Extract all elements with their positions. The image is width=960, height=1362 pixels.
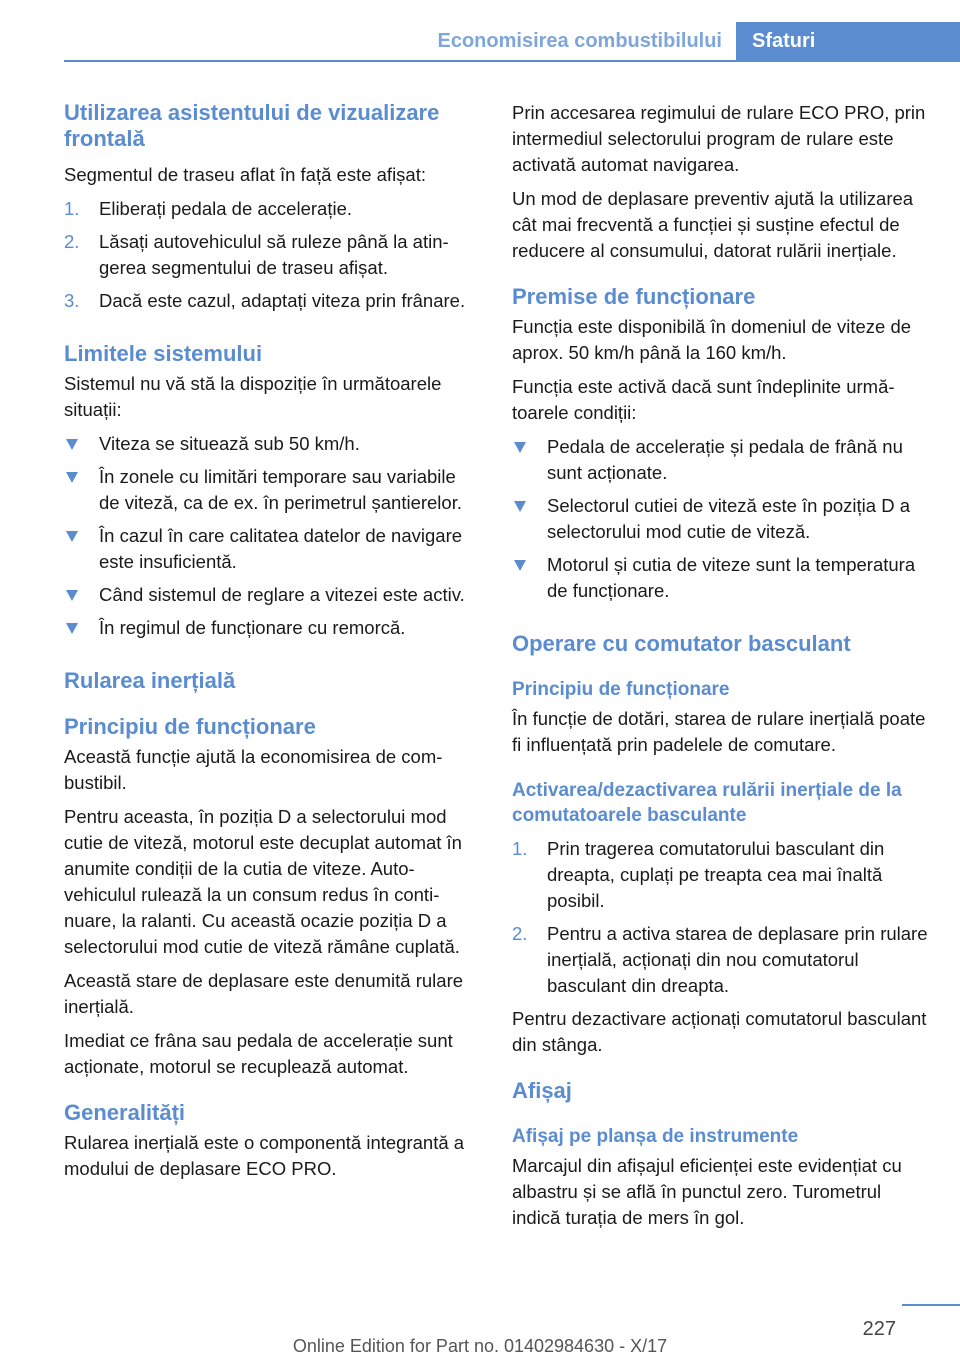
system-limits-list [64,431,480,641]
section-title-display: Afișaj [512,1078,572,1103]
eco-pro-paragraph-2: Un mod de deplasare preventiv ajută la utilizarea cât mai frecventă a funcției și susține efectul de reducere al consumului, datorat rulării inerțiale. [512,188,914,261]
list-item-text: În zonele cu limitări temporare sau variabile de viteză, ca de ex. în perimetrul șantierelor. [99,466,462,513]
list-item [512,552,928,604]
triangle-bullet-icon [66,439,78,450]
front-assist-steps [64,196,480,314]
prerequisites-paragraph-2: Funcția este activă dacă sunt îndeplinite următoarele condiții: [512,376,895,423]
step-item [512,921,928,999]
step-number: 1. [512,838,528,859]
step-text: Dacă este cazul, adaptați viteza prin frânare. [99,290,466,311]
list-item-text: În cazul în care calitatea datelor de navigare este insuficientă. [99,525,463,572]
list-item-text: În regimul de funcționare cu remorcă. [99,617,406,638]
list-item-text: Când sistemul de reglare a vitezei este activ. [99,584,465,605]
page-header [0,0,960,62]
subsection-title-activation: Activarea/dezactivarea rulării inerțiale de la comutatoarele basculante [512,780,902,826]
subsection-title-principle: Principiu de funcționare [512,679,730,700]
paddle-principle-paragraph: În funcție de dotări, starea de rulare inerțială poate fi influențată prin padelele de comutare. [512,708,926,755]
list-item-text: Viteza se situează sub 50 km/h. [99,433,360,454]
step-number: 2. [64,231,80,252]
section-title-principle: Principiu de funcționare [64,714,316,739]
step-text: Pentru a activa starea de deplasare prin rulare inerțială, acționați din nou comutatorul basculant din dreapta. [547,923,928,996]
section-title-general: Generalități [64,1100,186,1125]
left-column [64,100,480,1182]
step-item [512,836,928,914]
activation-steps [512,836,928,999]
header-chapter-tab: Sfaturi [736,22,960,62]
prerequisites-list [512,434,928,604]
step-item [64,196,480,222]
general-paragraph: Rularea inerțială este o componentă integrantă a modului de deplasare ECO PRO. [64,1132,465,1179]
eco-pro-paragraph-1: Prin accesarea regimului de rulare ECO PRO, prin intermediul selectorului program de rulare este activată automat navigarea. [512,102,926,175]
triangle-bullet-icon [66,531,78,542]
instrument-display-paragraph: Marcajul din afișajul eficienței este evidențiat cu albastru și se află în punctul zero. Turometrul indică turația de mers în gol. [512,1155,902,1228]
prerequisites-paragraph-1: Funcția este disponibilă în domeniul de viteze de aprox. 50 km/h până la 160 km/h. [512,316,912,363]
section-title-system-limits: Limitele sistemului [64,341,263,366]
section-title-front-assist: Utilizarea asistentului de vizualizare frontală [64,100,440,151]
triangle-bullet-icon [514,501,526,512]
edition-footer: Online Edition for Part no. 01402984630 - X/17 [292,1336,668,1356]
footer-rule [902,1304,960,1306]
step-item [64,229,480,281]
section-title-prerequisites: Premise de funcționare [512,284,756,309]
step-number: 2. [512,923,528,944]
list-item [64,431,480,457]
list-item [64,615,480,641]
step-text: Eliberați pedala de accelerație. [99,198,352,219]
list-item-text: Selectorul cutiei de viteză este în poziția D a selectorului mod cutie de viteză. [547,495,910,542]
section-title-paddle-operation: Operare cu comutator basculant [512,631,851,656]
triangle-bullet-icon [66,472,78,483]
step-number: 3. [64,290,80,311]
section-title-coasting: Rularea inerțială [64,668,236,693]
list-item-text: Motorul și cutia de viteze sunt la temperatura de funcționare. [547,554,916,601]
triangle-bullet-icon [66,590,78,601]
list-item [64,582,480,608]
deactivation-paragraph: Pentru dezactivare acționați comutatorul basculant din stânga. [512,1008,927,1055]
header-rule [64,60,960,62]
principle-paragraph-2: Pentru aceasta, în poziția D a selectorului mod cutie de viteză, motorul este decuplat automat în anumite condiții de la cutia de viteze. Autovehiculul rulează la un consum redus în continuare, la ralanti. Cu această ocazie poziția D a selectorului mod cutie de viteză rămâne cuplată. [64,806,462,957]
principle-paragraph-1: Această funcție ajută la economisirea de combustibil. [64,746,443,793]
triangle-bullet-icon [514,442,526,453]
list-item [512,434,928,486]
front-assist-intro: Segmentul de traseu aflat în față este afișat: [64,164,426,185]
triangle-bullet-icon [66,623,78,634]
system-limits-intro: Sistemul nu vă stă la dispoziție în următoarele situații: [64,373,442,420]
triangle-bullet-icon [514,560,526,571]
step-item [64,288,480,314]
list-item [512,493,928,545]
principle-paragraph-4: Imediat ce frâna sau pedala de accelerație sunt acționate, motorul se recuplează automat. [64,1030,453,1077]
step-text: Lăsați autovehiculul să ruleze până la atingerea segmentului de traseu afișat. [99,231,449,278]
right-column [512,100,928,1231]
step-text: Prin tragerea comutatorului basculant din dreapta, cuplați pe treapta cea mai înaltă posibil. [547,838,885,911]
header-section-title: Economisirea combustibilului [437,30,722,52]
page-number: 227 [862,1318,896,1340]
list-item [64,464,480,516]
list-item-text: Pedala de accelerație și pedala de frână nu sunt acționate. [547,436,903,483]
list-item [64,523,480,575]
subsection-title-instrument-display: Afișaj pe planșa de instrumente [512,1126,799,1147]
step-number: 1. [64,198,80,219]
principle-paragraph-3: Această stare de deplasare este denumită rulare inerțială. [64,970,464,1017]
